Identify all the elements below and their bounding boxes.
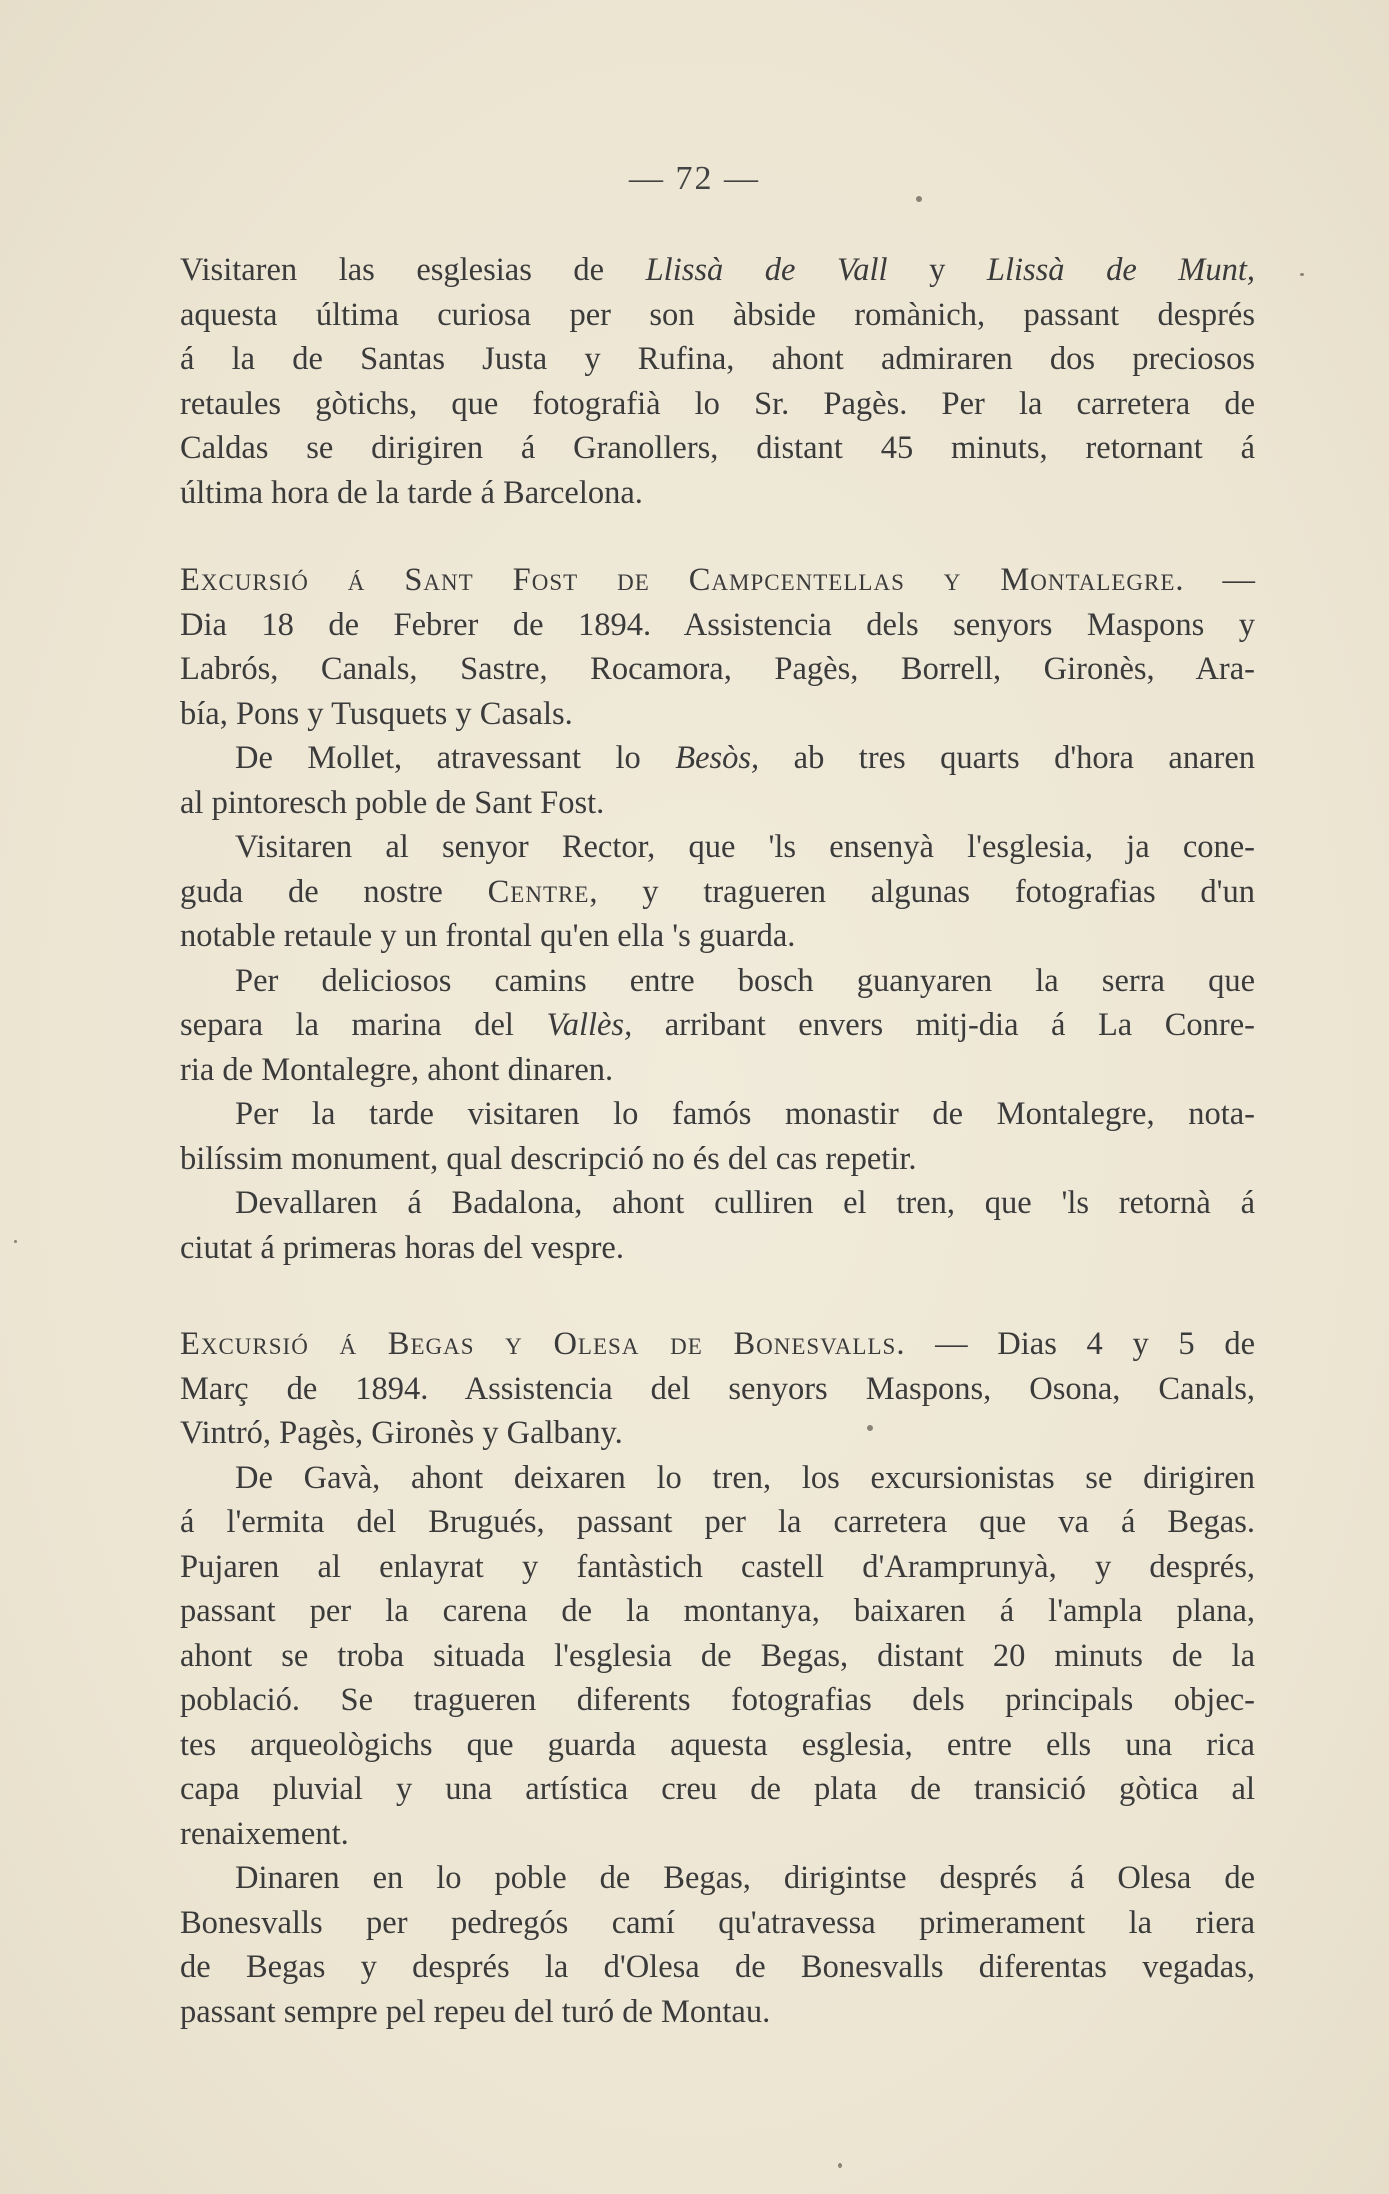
text-line <box>180 1322 1255 1367</box>
paragraph <box>180 248 1255 515</box>
text-run: passant per la carena de la montanya, baixaren á l'ampla plana, <box>180 1593 1255 1629</box>
section-begas <box>180 1322 1255 2034</box>
text-line <box>180 959 1255 1004</box>
text-run: notable retaule y un frontal qu'en ella 's guarda. <box>180 918 796 954</box>
text-run: Vintró, Pagès, Gironès y Galbany. <box>180 1415 623 1451</box>
text-line <box>180 1856 1255 1901</box>
small-caps-heading: Excursió á Sant Fost de Campcentellas y Montalegre. <box>180 562 1185 598</box>
paragraph <box>180 825 1255 959</box>
italic-place-name: Llissà de Munt, <box>986 252 1256 288</box>
print-speck <box>1300 273 1304 276</box>
text-line <box>180 471 1255 516</box>
paragraph <box>180 1456 1255 1857</box>
text-run: á l'ermita del Brugués, passant per la carretera que va á Begas. <box>180 1504 1255 1540</box>
text-run: Devallaren á Badalona, ahont culliren el tren, que 'ls retornà á <box>235 1185 1255 1221</box>
text-line <box>180 1678 1255 1723</box>
text-line <box>180 558 1255 603</box>
italic-place-name: Vallès, <box>546 1007 633 1043</box>
text-line <box>180 1137 1255 1182</box>
text-line <box>180 1901 1255 1946</box>
small-caps-heading: Excursió á Begas y Olesa de Bonesvalls. <box>180 1326 906 1362</box>
print-speck <box>867 1425 873 1431</box>
text-run: Dia 18 de Febrer de 1894. Assistencia dels senyors Maspons y <box>180 606 1255 643</box>
text-run: á la de Santas Justa y Rufina, ahont admiraren dos preciosos <box>180 341 1255 377</box>
text-line <box>180 1945 1255 1990</box>
text-run: aquesta última curiosa per son àbside romànich, passant després <box>180 296 1255 333</box>
text-run: passant sempre pel repeu del turó de Montau. <box>180 1993 771 2030</box>
text-line <box>180 1767 1255 1812</box>
section-sant-fost <box>180 558 1255 1270</box>
paragraph <box>180 736 1255 825</box>
text-run: Labrós, Canals, Sastre, Rocamora, Pagès, Borrell, Gironès, Ara- <box>180 651 1255 687</box>
text-run: separa la marina del <box>180 1007 547 1043</box>
text-run: — <box>1184 562 1256 598</box>
text-run: De Gavà, ahont deixaren lo tren, los excursionistas se dirigiren <box>235 1459 1255 1496</box>
text-run: guda de nostre <box>180 873 488 910</box>
paragraph <box>180 1092 1255 1181</box>
text-run: De Mollet, atravessant lo <box>235 740 676 776</box>
text-line <box>180 1456 1255 1501</box>
text-run: Per deliciosos camins entre bosch guanyaren la serra que <box>235 962 1255 999</box>
text-run: Pujaren al enlayrat y fantàstich castell d'Aramprunyà, y després, <box>180 1548 1255 1585</box>
text-run: , y tragueren algunas fotografias d'un <box>589 873 1256 910</box>
text-line <box>180 736 1255 781</box>
text-run: de Begas y després la d'Olesa de Bonesvalls diferentas vegadas, <box>180 1949 1255 1985</box>
text-run: Bonesvalls per pedregós camí qu'atravessa primerament la riera <box>180 1904 1255 1941</box>
text-run: Per la tarde visitaren lo famós monastir de Montalegre, nota- <box>235 1096 1255 1132</box>
text-line <box>180 1367 1255 1412</box>
text-line <box>180 914 1255 959</box>
text-line <box>180 603 1255 648</box>
text-line <box>180 1500 1255 1545</box>
text-line <box>180 1990 1255 2035</box>
paragraph <box>180 959 1255 1093</box>
paragraph <box>180 1322 1255 1456</box>
text-line <box>180 1226 1255 1271</box>
page-number: — 72 — <box>629 160 760 197</box>
text-line <box>180 293 1255 338</box>
text-run: ab tres quarts d'hora anaren <box>759 740 1255 776</box>
text-run: ciutat á primeras horas del vespre. <box>180 1229 624 1266</box>
text-line <box>180 1812 1255 1857</box>
text-run: Dinaren en lo poble de Begas, dirigintse després á Olesa de <box>235 1860 1255 1896</box>
text-run: ria de Montalegre, ahont dinaren. <box>180 1051 614 1088</box>
text-line <box>180 1181 1255 1226</box>
text-line <box>180 337 1255 382</box>
text-line <box>180 1545 1255 1590</box>
text-run: bía, Pons y Tusquets y Casals. <box>180 695 573 732</box>
paragraph <box>180 1856 1255 2034</box>
print-speck <box>14 1240 17 1243</box>
section-lliça <box>180 248 1255 515</box>
text-line <box>180 426 1255 471</box>
text-run: Caldas se dirigiren á Granollers, distant 45 minuts, retornant á <box>180 430 1255 466</box>
text-line <box>180 1634 1255 1679</box>
small-caps-heading: Centre <box>487 873 590 910</box>
text-line <box>180 825 1255 870</box>
text-line <box>180 382 1255 427</box>
text-line <box>180 1589 1255 1634</box>
italic-place-name: Llissà de Vall <box>645 252 888 288</box>
text-line <box>180 1003 1255 1048</box>
print-speck <box>916 196 922 202</box>
text-line <box>180 647 1255 692</box>
paragraph <box>180 558 1255 736</box>
text-line <box>180 1723 1255 1768</box>
text-line <box>180 692 1255 737</box>
text-line <box>180 1048 1255 1093</box>
text-run: població. Se tragueren diferents fotografias dels principals objec- <box>180 1682 1255 1718</box>
text-run: Visitaren las esglesias de <box>180 252 646 288</box>
italic-place-name: Besòs, <box>675 740 760 776</box>
text-run: Març de 1894. Assistencia del senyors Maspons, Osona, Canals, <box>180 1370 1255 1407</box>
text-line <box>180 248 1255 293</box>
text-run: tes arqueològichs que guarda aquesta esglesia, entre ells una rica <box>180 1726 1255 1763</box>
text-run: — Dias 4 y 5 de <box>905 1326 1255 1362</box>
print-speck <box>838 2163 842 2168</box>
text-run: capa pluvial y una artística creu de plata de transició gòtica al <box>180 1771 1255 1807</box>
text-line <box>180 1411 1255 1456</box>
text-run: bilíssim monument, qual descripció no és del cas repetir. <box>180 1140 917 1177</box>
text-line <box>180 870 1255 915</box>
text-line <box>180 781 1255 826</box>
text-run: al pintoresch poble de Sant Fost. <box>180 784 605 821</box>
text-run: renaixement. <box>180 1815 349 1852</box>
text-run: Visitaren al senyor Rector, que 'ls ensenyà l'esglesia, ja cone- <box>235 829 1255 865</box>
text-run: y <box>887 252 987 288</box>
text-run: arribant envers mitj-dia á La Conre- <box>632 1007 1255 1043</box>
text-run: ahont se troba situada l'esglesia de Begas, distant 20 minuts de la <box>180 1637 1255 1674</box>
text-run: retaules gòtichs, que fotografià lo Sr. Pagès. Per la carretera de <box>180 385 1255 422</box>
paragraph <box>180 1181 1255 1270</box>
text-run: última hora de la tarde á Barcelona. <box>180 474 643 511</box>
text-line <box>180 1092 1255 1137</box>
